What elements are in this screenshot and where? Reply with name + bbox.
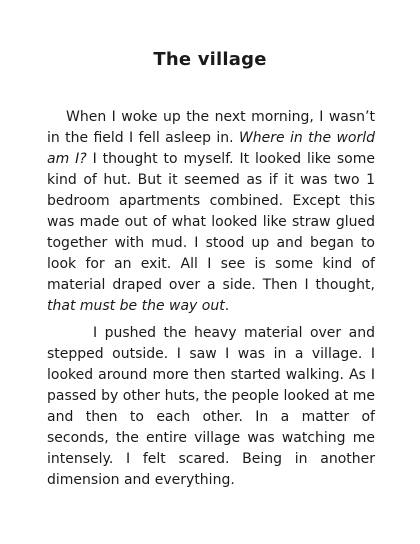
paragraph-2: I pushed the heavy material over and stepped outside. I saw I was in a village. I looked around more then started walking. As I passed by other huts, the people looked at me and then to each other. In a matter of seconds, the entire village was watching me intensely. I felt scared. Being in another dimension and everything. [47,325,375,488]
paragraph-1-text-c: . [224,298,230,314]
page-title: The village [153,49,267,70]
paragraph-1-text-a: When I woke up the next morning, I wasn’t in the field I fell asleep in. [47,109,375,146]
paragraph-1-italic-thought: Where in the world am I? [47,130,375,167]
paragraph-1 [47,107,375,317]
body-text [47,107,375,491]
paragraph-1-italic-exit: that must be the way out [47,298,225,314]
paragraph-1-text-b: I thought to myself. It looked like some kind of hut. But it seemed as if it was two 1 bedroom apartments combined. Except this was made out of what looked like straw glued together with mud. I stood up and began to look for an exit. All I see is some kind of material draped over a side. Then I thought, [47,151,375,293]
